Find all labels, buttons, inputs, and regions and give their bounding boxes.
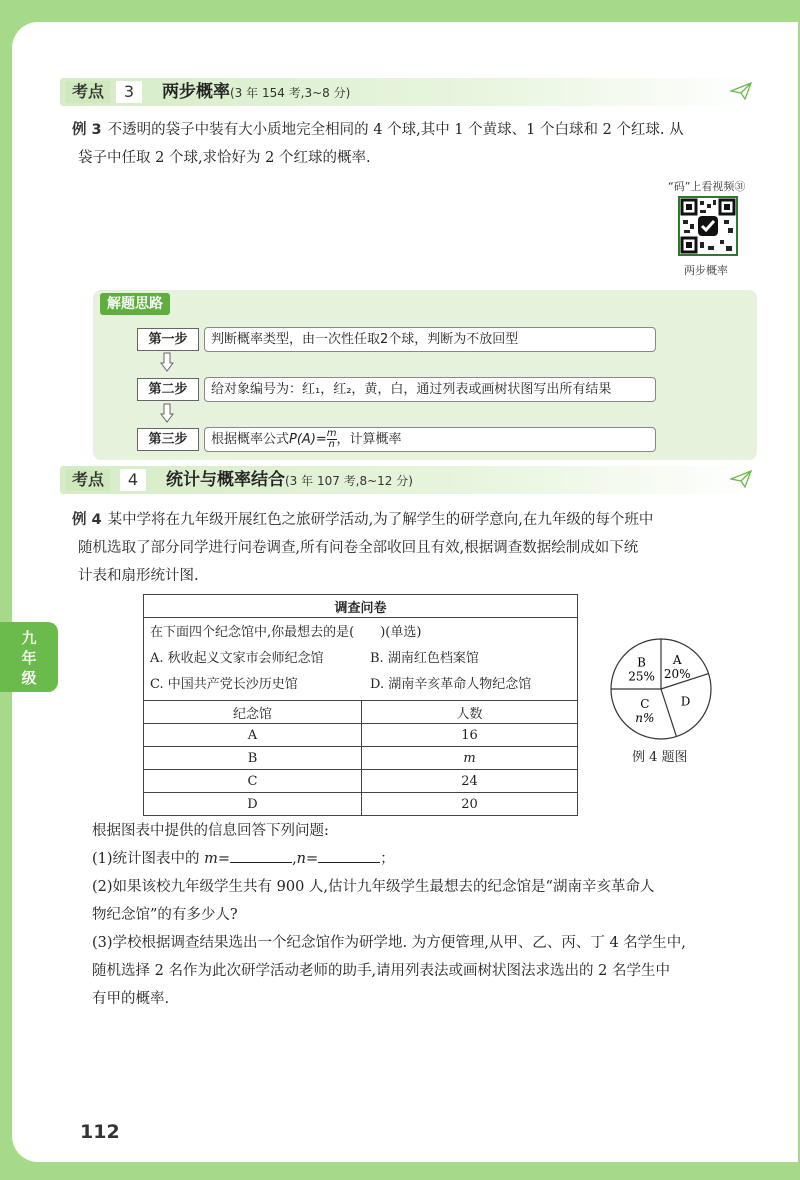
survey-option-d: D. 湖南辛亥革命人物纪念馆 — [370, 677, 532, 692]
pie-slice-label: C — [640, 697, 650, 712]
formula: P(A)= — [289, 432, 327, 447]
question-3-line-3: 有甲的概率. — [92, 991, 170, 1007]
example-label: 例 3 — [72, 122, 102, 138]
example-4-line-2: 随机选取了部分同学进行问卷调查,所有问卷全部收回且有效,根据调查数据绘制成如下统 — [78, 540, 639, 556]
answer-blank[interactable] — [230, 847, 292, 863]
pie-slice-value: n% — [635, 711, 655, 726]
step-2-label: 第二步 — [137, 378, 199, 401]
section-header-kaodian-4 — [60, 466, 760, 494]
survey-option-b: B. 湖南红色档案馆 — [370, 651, 479, 666]
step-1-label: 第一步 — [137, 328, 199, 351]
questions-intro: 根据图表中提供的信息回答下列问题: — [92, 823, 329, 839]
section-header-kaodian-3 — [60, 78, 760, 106]
example-4-line-1: 例 4 某中学将在九年级开展红色之旅研学活动,为了解学生的研学意向,在九年级的每个班中 — [72, 512, 654, 528]
survey-options-row — [150, 672, 571, 698]
down-arrow-icon — [160, 403, 174, 423]
paper-plane-icon — [730, 470, 752, 488]
example-3-line-1: 例 3 不透明的袋子中装有大小质地完全相同的 4 个球,其中 1 个黄球、1 个白球和 2 个红球. 从 — [72, 122, 684, 138]
example-3-line-2: 袋子中任取 2 个球,求恰好为 2 个红球的概率. — [78, 150, 371, 166]
pie-slice-value: 20% — [663, 666, 691, 681]
kaodian-sub: (3 年 107 考,8~12 分) — [285, 474, 413, 488]
kaodian-number: 3 — [116, 81, 142, 103]
survey-question: 在下面四个纪念馆中,你最想去的是( )(单选) — [150, 625, 422, 640]
survey-option-a: A. 秋收起义文家市会师纪念馆 — [150, 651, 324, 666]
kaodian-number: 4 — [120, 469, 146, 491]
chart-caption: 例 4 题图 — [632, 750, 688, 765]
step-3-label: 第三步 — [137, 428, 199, 451]
table-row: D 20 — [144, 793, 578, 816]
qr-code-icon — [680, 198, 736, 254]
table-header: 人数 — [362, 701, 578, 724]
qr-caption-bottom: 两步概率 — [684, 264, 728, 277]
paper-plane-icon — [730, 82, 752, 100]
qr-code[interactable] — [678, 196, 738, 256]
question-2-line-2: 物纪念馆”的有多少人? — [92, 907, 238, 923]
answer-blank[interactable] — [318, 847, 380, 863]
kaodian-tag: 考点 — [66, 469, 110, 491]
survey-option-c: C. 中国共产党长沙历史馆 — [150, 677, 298, 692]
survey-options-row — [150, 646, 571, 672]
table-header: 纪念馆 — [144, 701, 362, 724]
table-row: A 16 — [144, 724, 578, 747]
down-arrow-icon — [160, 352, 174, 372]
step-1-text: 判断概率类型，由一次性任取2个球，判断为不放回型 — [204, 327, 656, 352]
pie-slice-label: A — [672, 652, 682, 667]
question-1: (1)统计图表中的 m= ,n= ； — [92, 846, 395, 873]
example-label: 例 4 — [72, 512, 102, 528]
step-2-text: 给对象编号为：红₁，红₂，黄，白，通过列表或画树状图写出所有结果 — [204, 377, 656, 402]
question-3-line-2: 随机选择 2 名作为此次研学活动老师的助手,请用列表法或画树状图法求选出的 2 名学生中 — [92, 963, 670, 979]
thinking-tag: 解题思路 — [100, 293, 170, 315]
grade-side-tab: 九 年 级 — [0, 622, 58, 692]
kaodian-tag: 考点 — [66, 81, 110, 103]
fraction: $\frac{m}{n}$ — [326, 428, 337, 450]
step-3-text: 根据概率公式P(A)= $\frac{m}{n}$ ，计算概率 — [204, 427, 656, 452]
survey-table — [143, 594, 578, 816]
qr-caption-top: “码”上看视频㉛ — [668, 180, 746, 193]
pie-slice-value: 25% — [628, 669, 655, 684]
survey-title: 调查问卷 — [144, 595, 578, 618]
pie-chart — [608, 636, 714, 742]
example-4-line-3: 计表和扇形统计图. — [78, 568, 199, 584]
pie-slice-label: B — [637, 655, 646, 670]
kaodian-sub: (3 年 154 考,3~8 分) — [230, 86, 351, 100]
kaodian-title: 两步概率(3 年 154 考,3~8 分) — [162, 82, 351, 102]
page-number: 112 — [80, 1121, 120, 1143]
kaodian-title: 统计与概率结合(3 年 107 考,8~12 分) — [166, 470, 413, 490]
question-3-line-1: (3)学校根据调查结果选出一个纪念馆作为研学地. 为方便管理,从甲、乙、丙、丁 4 名学生中, — [92, 935, 686, 951]
table-row: C 24 — [144, 770, 578, 793]
pie-slice-label: D — [680, 694, 691, 709]
table-row: B m — [144, 747, 578, 770]
survey-question-block — [144, 618, 578, 701]
question-2-line-1: (2)如果该校九年级学生共有 900 人,估计九年级学生最想去的纪念馆是“湖南辛亥革命人 — [92, 879, 655, 895]
